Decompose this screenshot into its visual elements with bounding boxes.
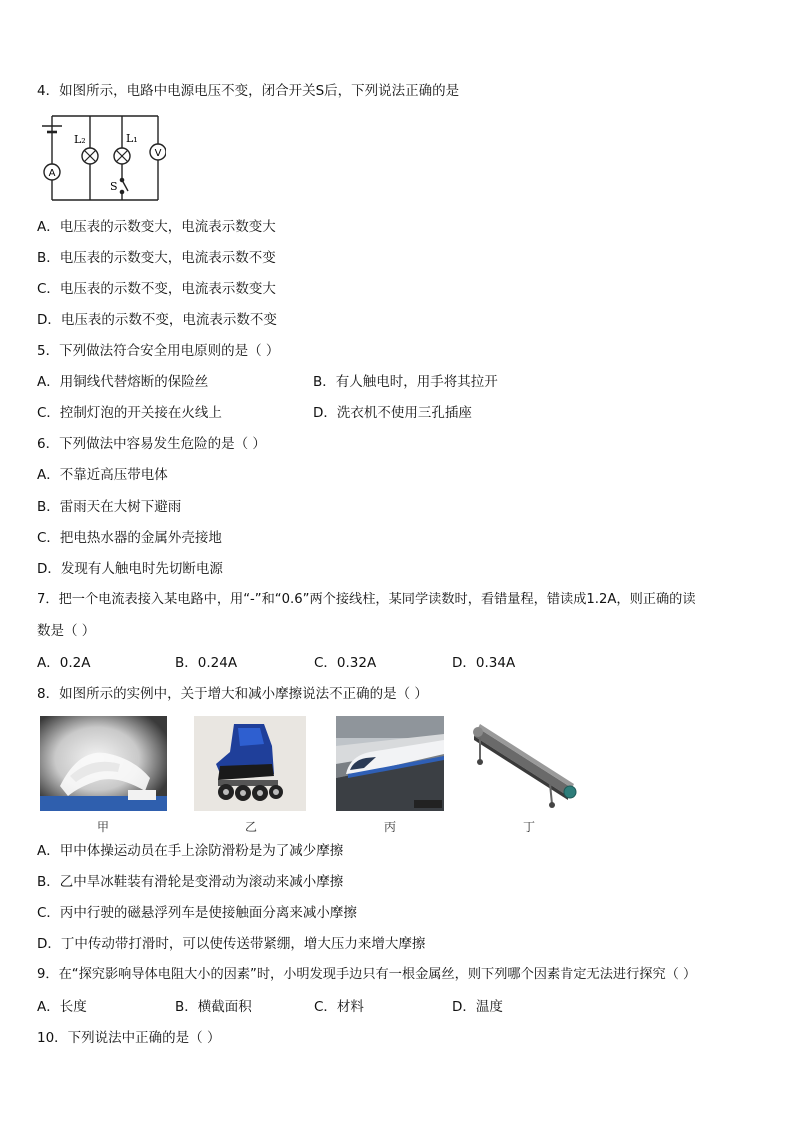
q7-stem-line2: 数是（ ） xyxy=(37,623,96,639)
switch-icon xyxy=(120,178,128,193)
q9-option-c: C．材料 xyxy=(314,999,364,1015)
q8-photo-gymnast-chalk xyxy=(40,716,167,811)
q7-option-d: D．0.34A xyxy=(452,655,516,671)
q10-stem: 10．下列说法中正确的是（ ） xyxy=(37,1030,221,1046)
q4-circuit-diagram xyxy=(38,108,166,204)
lamp-l1-label: L₁ xyxy=(126,132,138,145)
q8-photo-roller-skate xyxy=(194,716,306,811)
q9-option-b: B．横截面积 xyxy=(175,999,252,1015)
q4-option-c: C．电压表的示数不变，电流表示数变大 xyxy=(37,281,276,297)
q8-option-a: A．甲中体操运动员在手上涂防滑粉是为了减少摩擦 xyxy=(37,843,344,859)
q7-option-a: A．0.2A xyxy=(37,655,91,671)
q6-option-d: D．发现有人触电时先切断电源 xyxy=(37,561,223,577)
q5-option-c: C．控制灯泡的开关接在火线上 xyxy=(37,405,222,421)
q4-option-b: B．电压表的示数变大，电流表示数不变 xyxy=(37,250,276,266)
q4-option-d: D．电压表的示数不变，电流表示数不变 xyxy=(37,312,277,328)
q6-stem: 6．下列做法中容易发生危险的是（ ） xyxy=(37,436,266,452)
q4-option-a: A．电压表的示数变大，电流表示数变大 xyxy=(37,219,276,235)
q9-option-d: D．温度 xyxy=(452,999,503,1015)
q7-option-b: B．0.24A xyxy=(175,655,238,671)
q8-photo-conveyor-belt xyxy=(470,716,588,811)
q7-option-c: C．0.32A xyxy=(314,655,377,671)
q5-option-d: D．洗衣机不使用三孔插座 xyxy=(313,405,472,421)
svg-text:V: V xyxy=(154,148,162,159)
q6-option-a: A．不靠近高压带电体 xyxy=(37,467,168,483)
q5-option-a: A．用铜线代替熔断的保险丝 xyxy=(37,374,209,390)
lamp-l2-icon xyxy=(82,148,98,164)
voltmeter-icon xyxy=(150,144,166,160)
q7-stem-line1: 7．把一个电流表接入某电路中，用“-”和“0.6”两个接线柱，某同学读数时，看错量程，错读成1.2A，则正确的读 xyxy=(37,592,696,607)
q8-caption-ding: 丁 xyxy=(523,820,536,834)
switch-label: S xyxy=(110,180,118,193)
q6-option-b: B．雷雨天在大树下避雨 xyxy=(37,499,182,515)
q8-option-d: D．丁中传动带打滑时，可以使传送带紧绷，增大压力来增大摩擦 xyxy=(37,936,426,952)
q8-caption-jia: 甲 xyxy=(97,820,110,834)
svg-text:A: A xyxy=(48,168,56,179)
q4-stem: 4．如图所示，电路中电源电压不变，闭合开关S后，下列说法正确的是 xyxy=(37,83,460,99)
q8-option-c: C．丙中行驶的磁悬浮列车是使接触面分离来减小摩擦 xyxy=(37,905,357,921)
q9-stem: 9．在“探究影响导体电阻大小的因素”时，小明发现手边只有一根金属丝，则下列哪个因素肯定无法进行探究（ ） xyxy=(37,967,697,982)
ammeter-icon xyxy=(44,164,60,180)
q6-option-c: C．把电热水器的金属外壳接地 xyxy=(37,530,222,546)
q9-option-a: A．长度 xyxy=(37,999,87,1015)
q5-stem: 5．下列做法符合安全用电原则的是（ ） xyxy=(37,343,280,359)
lamp-l2-label: L₂ xyxy=(74,133,86,146)
q8-stem: 8．如图所示的实例中，关于增大和减小摩擦说法不正确的是（ ） xyxy=(37,686,428,702)
q8-caption-yi: 乙 xyxy=(245,820,258,834)
q8-caption-bing: 丙 xyxy=(384,820,397,834)
lamp-l1-icon xyxy=(114,148,130,164)
q5-option-b: B．有人触电时，用手将其拉开 xyxy=(313,374,498,390)
q8-option-b: B．乙中旱冰鞋装有滑轮是变滑动为滚动来减小摩擦 xyxy=(37,874,344,890)
q8-photo-maglev-train xyxy=(336,716,444,811)
